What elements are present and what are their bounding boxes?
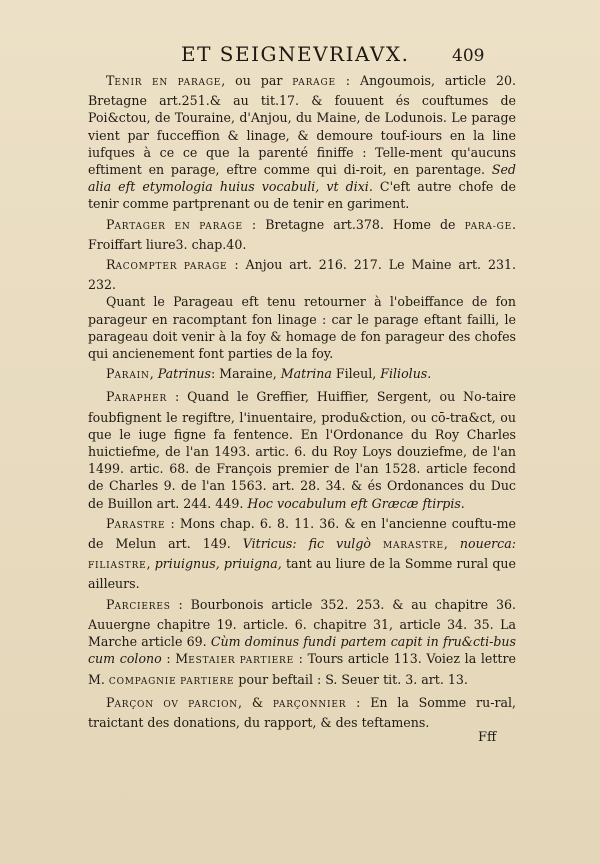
text-run: : Anjou art. 216. 217. Le Maine art. 231. 232. [88,257,516,293]
text-run: Quant le Parageau eft tenu retourner à l'obeiffance de fon parageur en racomptant fon linage : car le parage eftant failli, le parageau doit venir à la foy & homage de fon parageur des chofes qui ancienement font parties de la foy. [88,294,516,362]
text-run: P [106,216,115,232]
headword-run: ARASTRE [114,520,166,531]
latin-run: Filiolus. [380,366,432,382]
text-run: , [443,536,460,552]
entry-partager-en-parage [88,216,516,253]
text-run: : Bourbonois article 352. 253. & au chapitre 36. Auuergne chapitre 19. article. 6. chapitre 31, article 34. 35. La Marche article 69. [88,596,516,650]
headword-run: PARÇONNIER [272,699,347,710]
latin-run: Cùm dominus fundi partem capit in fru&cti-bus cum colono [88,634,516,667]
headword-run: ENIR EN PARAGE [114,78,222,88]
headword-run: ARÇON OV PARCION [114,699,238,710]
text-run: : Angoumois, article 20. Bretagne art.251.& au tit.17. & fouuent és couftumes de Poi&ctou, de Touraine, d'Anjou, du Maine, de Lodunois. Le parage vient par fucceffion & linage, & demoure touf-iours en la line iufques à ce ce que la parenté finiffe : Telle-ment qu'aucuns eftiment en parage, eftre comme qui di-roit, en parentage. [88,73,516,178]
entry-parcon [88,694,516,731]
entry-racompter-parage [88,256,516,293]
text-run: : Tours article 113. Voiez la lettre M. [88,651,516,687]
text-run: R [106,257,116,273]
text-run: , [146,556,155,572]
headword-run: ARTAGER EN PARAGE [114,221,243,232]
entry-parapher [88,388,516,511]
text-run: pour beftail : S. Seuer tit. 3. art. 13. [234,671,468,687]
text-run: Fileul, [331,366,381,382]
headword-run: COMPAGNIE PARTIERE [108,676,235,687]
entry-parain [88,365,516,385]
text-run: : M [161,651,189,667]
text-run: : En la Somme ru-ral, traictant des donations, du rapport, & des teftamens. [88,694,517,730]
latin-run: Hoc vocabulum eft Græcæ ftirpis. [247,495,465,511]
text-run: P [106,515,115,531]
text-run: C'eft autre chofe de tenir comme partprenant ou de tenir en gariment. [88,179,516,212]
text-run: P [106,596,115,612]
entry-tenir-en-parage [88,72,516,213]
text-run: T [106,73,115,88]
headword-run: ARAPHER [114,394,168,405]
running-head: ET SEIGNEVRIAVX. [181,42,410,66]
latin-run: Patrinus [157,366,211,382]
page-header [0,42,600,72]
entry-parageau-note [88,293,516,362]
headword-run: ARCIERES [114,601,171,612]
entry-parcieres [88,596,516,691]
latin-run: Matrina [280,366,332,382]
latin-run: nouerca: [459,536,516,552]
text-run: : Quand le Greffier, Huiffier, Sergent, ou No-taire foubfignent le regiftre, l'inuentaire, produ&ction, ou cō-tra&ct, ou que le iuge figne fa fentence. En l'Ordonance du Roy Charles huictiefme, de l'an 1493. artic. 6. du Roy Loys douziefme, de l'an 1499. artic. 68. de François premier de l'an 1528. article fecond de Charles 9. de l'an 1563. art. 28. 34. & és Ordonances du Duc de Buillon art. 244. 449. [88,389,516,511]
headword-run: MARASTRE [382,541,444,552]
text-run: P [106,694,115,710]
page-number: 409 [452,46,485,66]
headword-run: ARAIN [114,371,150,382]
catchword: Fff [478,730,497,745]
text-run: P [106,389,115,405]
text-run: : Mons chap. 6. 8. 11. 36. & en l'ancienne couftu-me de Melun art. 149. [88,515,516,552]
headword-run: PARA-GE [464,221,512,232]
text-run [371,536,383,551]
text-run: P [106,366,115,382]
headword-run: ESTAIER PARTIERE [188,656,294,667]
body-text [88,72,516,731]
text-run: , & [238,694,273,710]
headword-run: FILIASTRE [88,561,147,572]
text-run: , ou par [221,73,293,88]
text-run: tant au liure de la Somme rural que ailleurs. [88,556,516,592]
text-run: : Maraine, [210,366,281,382]
headword-run: ACOMPTER PARAGE [115,262,228,273]
headword-run: PARAGE [292,78,336,88]
latin-run: Vitricus: fic vulgò [242,536,371,552]
text-run: , [149,366,158,382]
entry-parastre [88,515,516,593]
latin-run: priuignus, priuigna, [154,556,282,572]
text-run: . Froiffart liure3. chap.40. [88,216,516,252]
text-run: : Bretagne art.378. Home de [242,216,465,232]
latin-run: Sed alia eft etymologia huius vocabuli, vt dixi. [88,162,516,195]
